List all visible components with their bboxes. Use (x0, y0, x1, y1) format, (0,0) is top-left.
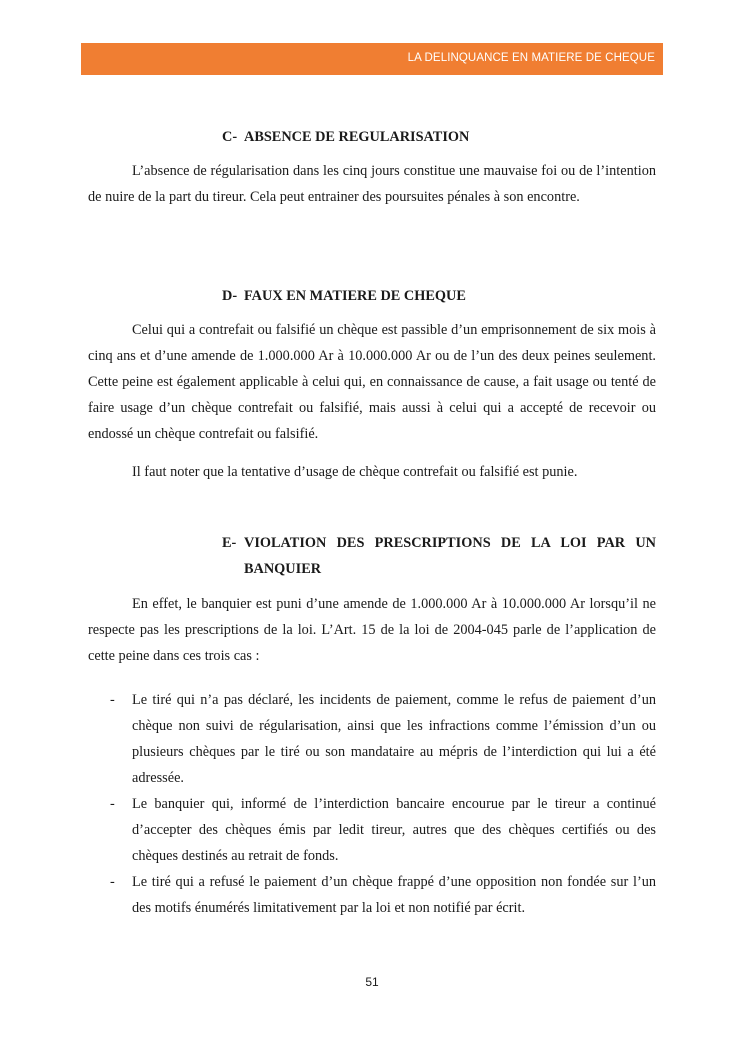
section-c-paragraph-1: L’absence de régularisation dans les cinq jours constitue une mauvaise foi ou de l’intention de nuire de la part du tireur. Cela peut entrainer des poursuites pénales à son encontre. (88, 163, 656, 205)
violation-cases-list (88, 687, 656, 921)
bullet-dash: - (110, 874, 115, 890)
header-band (81, 43, 663, 75)
section-d-title: FAUX EN MATIERE DE CHEQUE (244, 288, 466, 304)
list-item (88, 687, 656, 791)
section-c-letter: C- (222, 129, 238, 145)
section-d-paragraph-2: Il faut noter que la tentative d’usage de chèque contrefait ou falsifié est punie. (132, 464, 578, 480)
bullet-dash: - (110, 692, 115, 708)
section-e-title-line1: VIOLATION DES PRESCRIPTIONS DE LA LOI PAR UN (244, 535, 656, 551)
list-item-text: Le tiré qui a refusé le paiement d’un chèque frappé d’une opposition non fondée sur l’un des motifs énumérés limitativement par la loi et non notifié par écrit. (132, 874, 656, 916)
page-number: 51 (365, 975, 379, 989)
section-d-paragraph-1: Celui qui a contrefait ou falsifié un chèque est passible d’un emprisonnement de six mois à cinq ans et d’une amende de 1.000.000 Ar à 10.000.000 Ar ou de l’un des deux peines seulement. Cette peine est également applicable à celui qui, en connaissance de cause, a fait usage ou tenté de faire usage d’un chèque contrefait ou falsifié, mais aussi à celui qui a accepté de recevoir ou endossé un chèque contrefait ou falsifié. (88, 322, 656, 442)
section-e-paragraph-1: En effet, le banquier est puni d’une amende de 1.000.000 Ar à 10.000.000 Ar lorsqu’il ne respecte pas les prescriptions de la loi. L’Art. 15 de la loi de 2004-045 parle de l’application de cette peine dans ces trois cas : (88, 596, 656, 664)
header-title: LA DELINQUANCE EN MATIERE DE CHEQUE (407, 52, 655, 64)
list-item-text: Le tiré qui n’a pas déclaré, les incidents de paiement, comme le refus de paiement d’un chèque non suivi de régularisation, ainsi que les infractions comme l’émission d’un ou plusieurs chèques par le tiré ou son mandataire au mépris de l’interdiction qui lui a été adressée. (132, 692, 656, 786)
section-c-heading (222, 124, 469, 150)
section-e-heading (222, 530, 656, 582)
section-c-title: ABSENCE DE REGULARISATION (244, 129, 470, 145)
section-d-heading (222, 283, 466, 309)
list-item (88, 869, 656, 921)
section-e-title-line2: BANQUIER (244, 561, 322, 577)
list-item-text: Le banquier qui, informé de l’interdiction bancaire encourue par le tireur a continué d’accepter des chèques émis par ledit tireur, autres que des chèques certifiés ou des chèques destinés au retrait de fonds. (132, 796, 656, 864)
section-d-letter: D- (222, 288, 238, 304)
bullet-dash: - (110, 796, 115, 812)
section-e-letter: E- (222, 535, 237, 551)
list-item (88, 791, 656, 869)
